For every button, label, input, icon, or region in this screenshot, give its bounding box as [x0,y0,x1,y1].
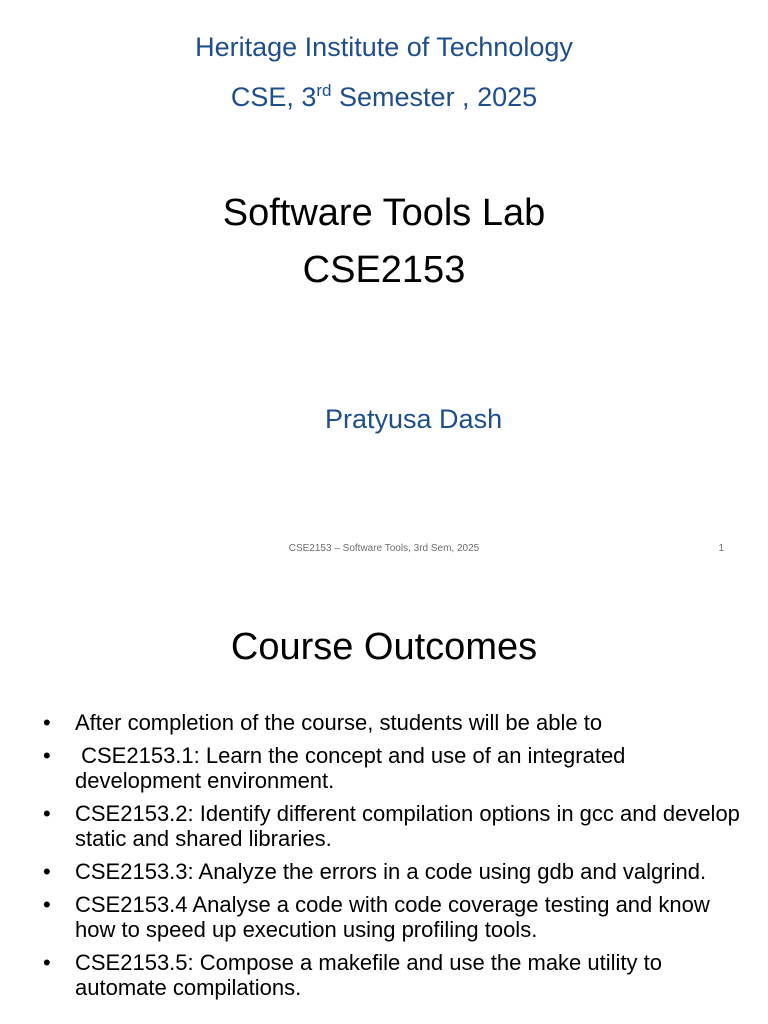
bullet-icon: • [43,892,51,917]
list-item [40,859,740,884]
outcomes-list [40,710,740,1008]
semester-suffix: Semester , 2025 [331,82,538,112]
course-code: CSE2153 [302,249,466,291]
list-item-text: CSE2153.5: Compose a makefile and use the make utility to automate compilations. [75,950,662,1000]
list-item [40,710,740,735]
bullet-icon: • [43,859,51,884]
bullet-icon: • [43,950,51,975]
list-item-text: After completion of the course, students will be able to [75,710,603,735]
slide-page-number: 1 [718,543,724,554]
list-item-text: CSE2153.3: Analyze the errors in a code using gdb and valgrind. [75,859,707,884]
course-title: Software Tools Lab [222,192,546,234]
bullet-icon: • [43,710,51,735]
presenter-name: Pratyusa Dash [325,404,503,434]
slide-footer: CSE2153 – Software Tools, 3rd Sem, 2025 [288,543,480,554]
bullet-icon: • [43,743,51,768]
bullet-icon: • [43,801,51,826]
course-outcomes-slide [0,576,768,1024]
list-item-text: CSE2153.2: Identify different compilation options in gcc and develop static and shared libraries. [75,801,740,851]
list-item [40,950,740,1000]
list-item-text: CSE2153.1: Learn the concept and use of an integrated development environment. [75,743,632,793]
list-item [40,743,740,793]
list-item [40,892,740,942]
semester-line [0,82,768,113]
list-item [40,801,740,851]
slide-heading: Course Outcomes [230,626,538,668]
semester-ordinal-suffix: rd [316,81,332,100]
list-item-text: CSE2153.4 Analyse a code with code coverage testing and know how to speed up execution using profiling tools. [75,892,710,942]
semester-prefix: CSE, 3 [230,82,317,112]
institute-name: Heritage Institute of Technology [195,32,573,62]
